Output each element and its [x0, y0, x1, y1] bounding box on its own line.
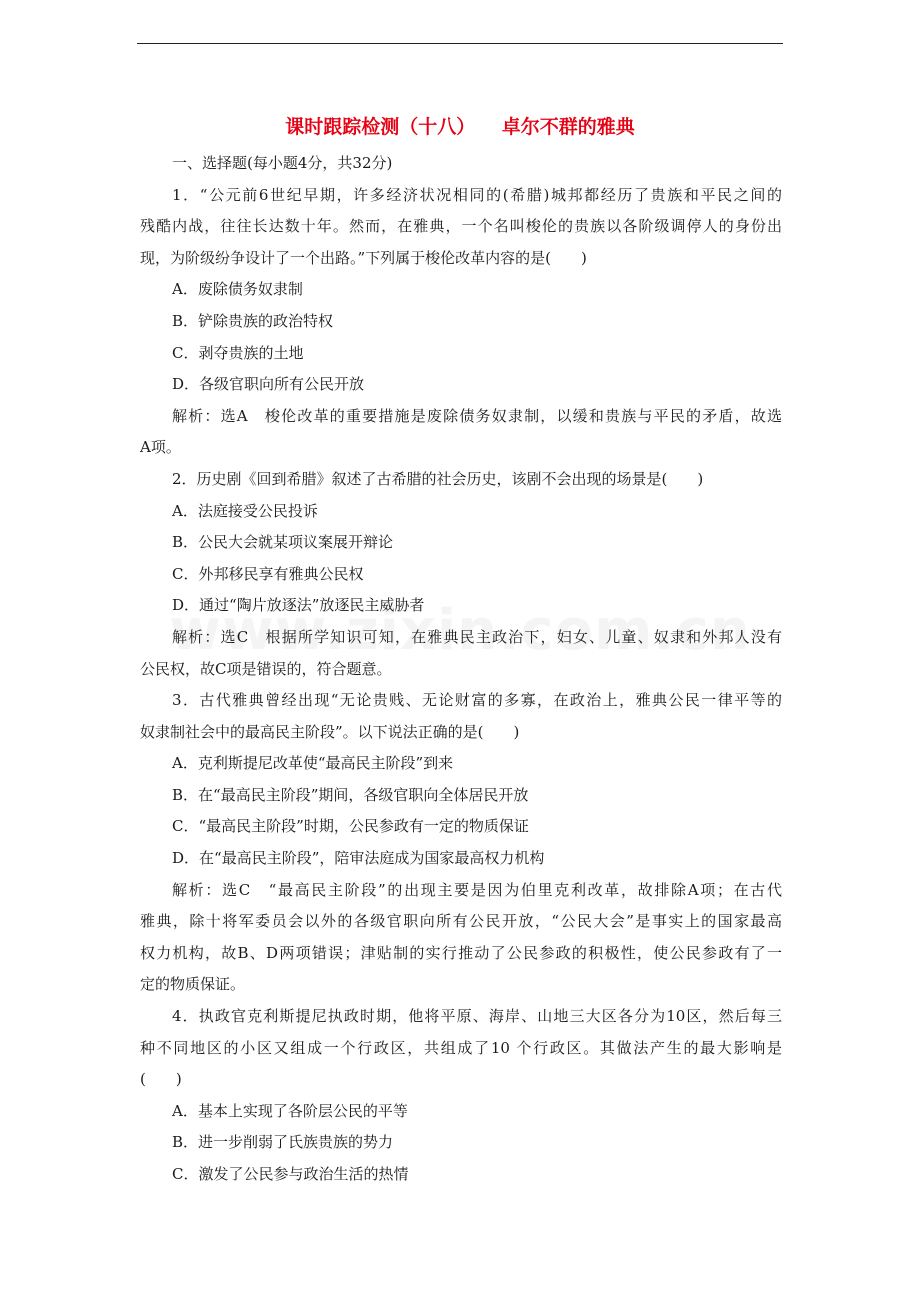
question-block: [140, 1001, 782, 1191]
answer-option: D．在“最高民主阶段”，陪审法庭成为国家最高权力机构: [172, 849, 545, 868]
answer-option: A．法庭接受公民投诉: [172, 501, 318, 520]
question-stem-line: 种不同地区的小区又组成一个行政区，共组成了10 个行政区。其做法产生的最大影响是: [140, 1038, 782, 1057]
question-list: [140, 180, 782, 1191]
question-stem-line: 残酷内战，往往长达数十年。然而，在雅典，一个名叫梭伦的贵族以各阶级调停人的身份出: [140, 217, 782, 236]
question-stem-line: 2．历史剧《回到希腊》叙述了古希腊的社会历史，该剧不会出现的场景是( ): [172, 469, 704, 488]
question-stem-line: 4．执政官克利斯提尼执政时期，他将平原、海岸、山地三大区各分为10区，然后每三: [172, 1007, 782, 1026]
question-stem-line: 3．古代雅典曾经出现“无论贵贱、无论财富的多寡，在政治上，雅典公民一律平等的: [172, 691, 782, 710]
analysis-line: 公民权，故C项是错误的，符合题意。: [140, 659, 392, 678]
question-block: [140, 685, 782, 1001]
question-block: [140, 464, 782, 685]
answer-option: A．基本上实现了各阶层公民的平等: [172, 1101, 408, 1120]
analysis-line: 解析：选C 根据所学知识可知，在雅典民主政治下，妇女、儿童、奴隶和外邦人没有: [172, 627, 782, 646]
question-stem-line: 奴隶制社会中的最高民主阶段”。以下说法正确的是( ): [140, 722, 520, 741]
answer-option: B．公民大会就某项议案展开辩论: [172, 533, 394, 552]
analysis-line: 权力机构，故B、D两项错误；津贴制的实行推动了公民参政的积极性，使公民参政有了一: [140, 943, 782, 962]
question-stem-line: 1．“公元前6世纪早期，许多经济状况相同的(希腊)城邦都经历了贵族和平民之间的: [172, 185, 782, 204]
analysis-line: 定的物质保证。: [140, 975, 246, 994]
analysis-line: A项。: [140, 438, 181, 457]
question-stem-line: 现，为阶级纷争设计了一个出路。”下列属于梭伦改革内容的是( ): [140, 248, 587, 267]
answer-option: A．废除债务奴隶制: [172, 280, 303, 299]
analysis-line: 雅典，除十将军委员会以外的各级官职向所有公民开放，“公民大会”是事实上的国家最高: [140, 912, 782, 931]
answer-option: B．进一步削弱了氏族贵族的势力: [172, 1133, 394, 1152]
answer-option: D．通过“陶片放逐法”放逐民主威胁者: [172, 596, 425, 615]
answer-option: B．铲除贵族的政治特权: [172, 311, 334, 330]
answer-option: B．在“最高民主阶段”期间，各级官职向全体居民开放: [172, 785, 529, 804]
page-title: 课时跟踪检测（十八） 卓尔不群的雅典: [285, 116, 635, 138]
document-body: [140, 148, 782, 1191]
answer-option: D．各级官职向所有公民开放: [172, 375, 365, 394]
header-rule: [137, 43, 783, 44]
analysis-line: 解析：选A 梭伦改革的重要措施是废除债务奴隶制，以缓和贵族与平民的矛盾，故选: [172, 406, 782, 425]
question-stem-line: ( ): [140, 1070, 182, 1089]
analysis-line: 解析：选C “最高民主阶段”的出现主要是因为伯里克利改革，故排除A项；在古代: [172, 880, 782, 899]
section-header: 一、选择题(每小题4分，共32分): [172, 154, 393, 172]
answer-option: C．外邦移民享有雅典公民权: [172, 564, 364, 583]
answer-option: A．克利斯提尼改革使“最高民主阶段”到来: [172, 754, 454, 773]
answer-option: C．激发了公民参与政治生活的热情: [172, 1165, 409, 1183]
question-block: [140, 180, 782, 464]
answer-option: C．剥夺贵族的土地: [172, 343, 304, 362]
answer-option: C．“最高民主阶段”时期，公民参政有一定的物质保证: [172, 817, 529, 836]
